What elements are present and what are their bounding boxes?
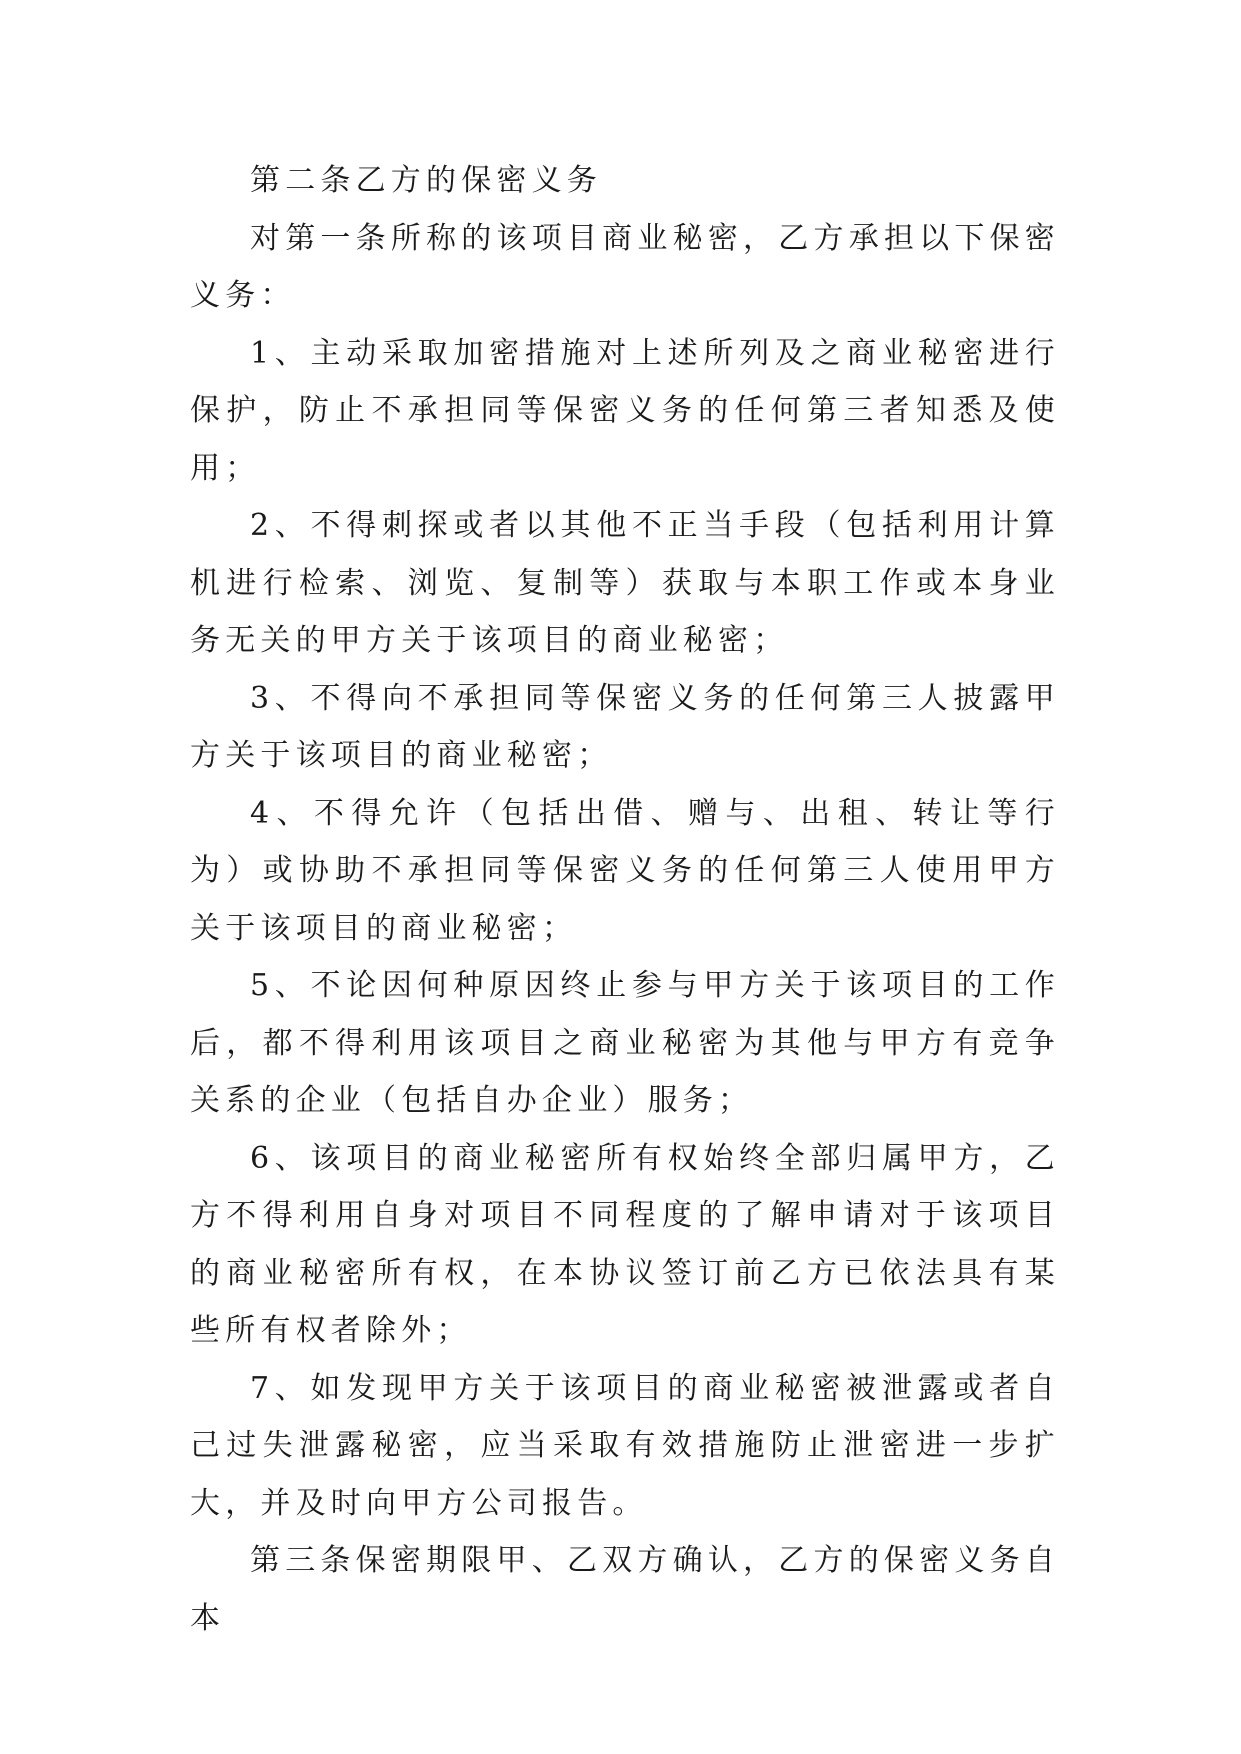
article-2-intro: 对第一条所称的该项目商业秘密，乙方承担以下保密义务： — [190, 220, 1060, 313]
obligation-item-7: 7、如发现甲方关于该项目的商业秘密被泄露或者自己过失泄露秘密，应当采取有效措施防止泄密进一步扩大，并及时向甲方公司报告。 — [190, 1370, 1060, 1521]
article-3-start: 第三条保密期限甲、乙双方确认，乙方的保密义务自本 — [190, 1543, 1060, 1636]
obligation-item-4: 4、不得允许（包括出借、赠与、出租、转让等行为）或协助不承担同等保密义务的任何第三人使用甲方关于该项目的商业秘密； — [190, 795, 1060, 946]
obligation-item-6: 6、该项目的商业秘密所有权始终全部归属甲方，乙方不得利用自身对项目不同程度的了解申请对于该项目的商业秘密所有权，在本协议签订前乙方已依法具有某些所有权者除外； — [190, 1140, 1060, 1348]
obligation-item-2: 2、不得刺探或者以其他不正当手段（包括利用计算机进行检索、浏览、复制等）获取与本职工作或本身业务无关的甲方关于该项目的商业秘密； — [190, 508, 1060, 658]
obligation-item-1: 1、主动采取加密措施对上述所列及之商业秘密进行保护，防止不承担同等保密义务的任何第三者知悉及使用； — [190, 335, 1060, 486]
obligation-item-3: 3、不得向不承担同等保密义务的任何第三人披露甲方关于该项目的商业秘密； — [190, 680, 1060, 773]
article-2-heading: 第二条乙方的保密义务 — [250, 163, 602, 198]
obligation-item-5: 5、不论因何种原因终止参与甲方关于该项目的工作后，都不得利用该项目之商业秘密为其他与甲方有竞争关系的企业（包括自办企业）服务； — [190, 968, 1060, 1118]
document-body — [190, 152, 1060, 1647]
